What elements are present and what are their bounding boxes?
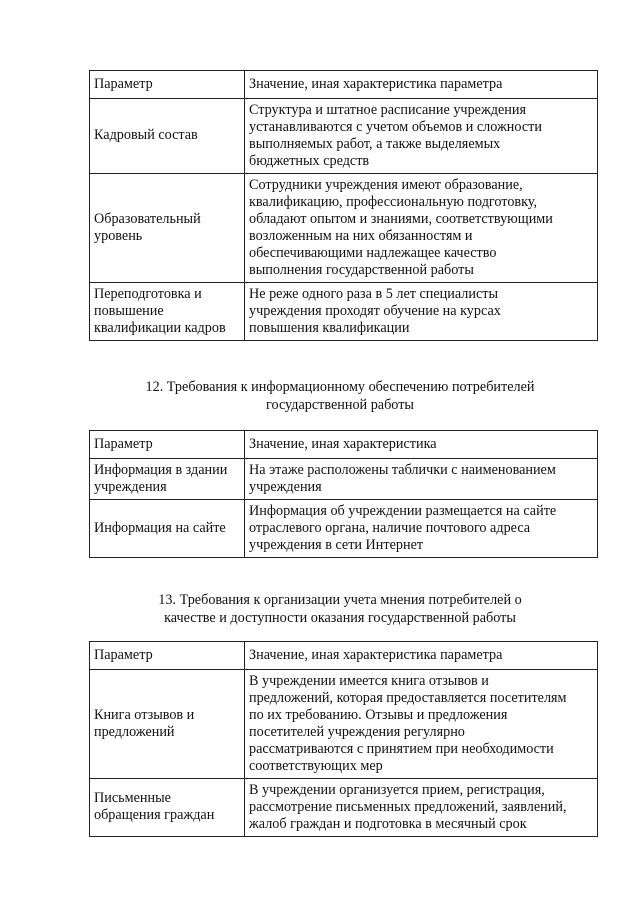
heading-line: государственной работы bbox=[266, 397, 414, 413]
row-param: Письменные обращения граждан bbox=[90, 779, 245, 837]
value-line: учреждения bbox=[249, 479, 322, 495]
table-header-row bbox=[90, 431, 598, 459]
row-param: Информация на сайте bbox=[90, 500, 245, 558]
heading-line: 13. Требования к организации учета мнения потребителей о bbox=[158, 592, 522, 608]
value-line: предложений, которая предоставляется посетителям bbox=[249, 690, 567, 706]
table-row bbox=[90, 283, 598, 341]
feedback-table bbox=[89, 641, 598, 837]
value-line: учреждения в сети Интернет bbox=[249, 537, 424, 553]
row-param: Книга отзывов и предложений bbox=[90, 670, 245, 779]
row-param: Переподготовка и повышение квалификации кадров bbox=[90, 283, 245, 341]
header-param: Параметр bbox=[90, 642, 245, 670]
value-line: жалоб граждан и подготовка в месячный срок bbox=[249, 816, 527, 832]
value-line: Информация об учреждении размещается на сайте bbox=[249, 503, 557, 519]
row-value bbox=[245, 283, 598, 341]
value-line: Сотрудники учреждения имеют образование, bbox=[249, 177, 523, 193]
value-line: повышения квалификации bbox=[249, 320, 410, 336]
header-param: Параметр bbox=[90, 71, 245, 99]
value-line: На этаже расположены таблички с наименованием bbox=[249, 462, 556, 478]
information-table bbox=[89, 430, 598, 558]
header-value: Значение, иная характеристика параметра bbox=[245, 71, 598, 99]
value-line: выполнения государственной работы bbox=[249, 262, 474, 278]
value-line: по их требованию. Отзывы и предложения bbox=[249, 707, 508, 723]
row-param: Образовательный уровень bbox=[90, 174, 245, 283]
value-line: Не реже одного раза в 5 лет специалисты bbox=[249, 286, 498, 302]
section-13-heading bbox=[100, 591, 580, 627]
table-header-row bbox=[90, 642, 598, 670]
table-header-row bbox=[90, 71, 598, 99]
value-line: обладают опытом и знаниями, соответствующими bbox=[249, 211, 553, 227]
value-line: возложенным на них обязанностям и bbox=[249, 228, 473, 244]
value-line: устанавливаются с учетом объемов и сложности bbox=[249, 119, 542, 135]
row-value bbox=[245, 500, 598, 558]
value-line: рассматриваются с принятием при необходимости bbox=[249, 741, 554, 757]
row-value bbox=[245, 779, 598, 837]
value-line: отраслевого органа, наличие почтового адреса bbox=[249, 520, 531, 536]
table-row bbox=[90, 99, 598, 174]
table-row bbox=[90, 500, 598, 558]
heading-line: 12. Требования к информационному обеспечению потребителей bbox=[145, 379, 535, 395]
row-value bbox=[245, 670, 598, 779]
table-row bbox=[90, 174, 598, 283]
row-value bbox=[245, 459, 598, 500]
row-value bbox=[245, 99, 598, 174]
table-row bbox=[90, 779, 598, 837]
value-line: соответствующих мер bbox=[249, 758, 383, 774]
table-row bbox=[90, 670, 598, 779]
value-line: В учреждении организуется прием, регистрация, bbox=[249, 782, 545, 798]
value-line: бюджетных средств bbox=[249, 153, 370, 169]
value-line: В учреждении имеется книга отзывов и bbox=[249, 673, 489, 689]
row-value bbox=[245, 174, 598, 283]
section-12-heading bbox=[100, 378, 580, 414]
value-line: посетителей учреждения регулярно bbox=[249, 724, 465, 740]
table-row bbox=[90, 459, 598, 500]
heading-line: качестве и доступности оказания государственной работы bbox=[164, 610, 516, 626]
row-param: Кадровый состав bbox=[90, 99, 245, 174]
value-line: обеспечивающими надлежащее качество bbox=[249, 245, 497, 261]
staffing-table bbox=[89, 70, 598, 341]
value-line: учреждения проходят обучение на курсах bbox=[249, 303, 501, 319]
row-param: Информация в здании учреждения bbox=[90, 459, 245, 500]
value-line: рассмотрение письменных предложений, заявлений, bbox=[249, 799, 567, 815]
value-line: квалификацию, профессиональную подготовку, bbox=[249, 194, 538, 210]
header-param: Параметр bbox=[90, 431, 245, 459]
header-value: Значение, иная характеристика параметра bbox=[245, 642, 598, 670]
header-value: Значение, иная характеристика bbox=[245, 431, 598, 459]
value-line: Структура и штатное расписание учреждения bbox=[249, 102, 526, 118]
value-line: выполняемых работ, а также выделяемых bbox=[249, 136, 501, 152]
